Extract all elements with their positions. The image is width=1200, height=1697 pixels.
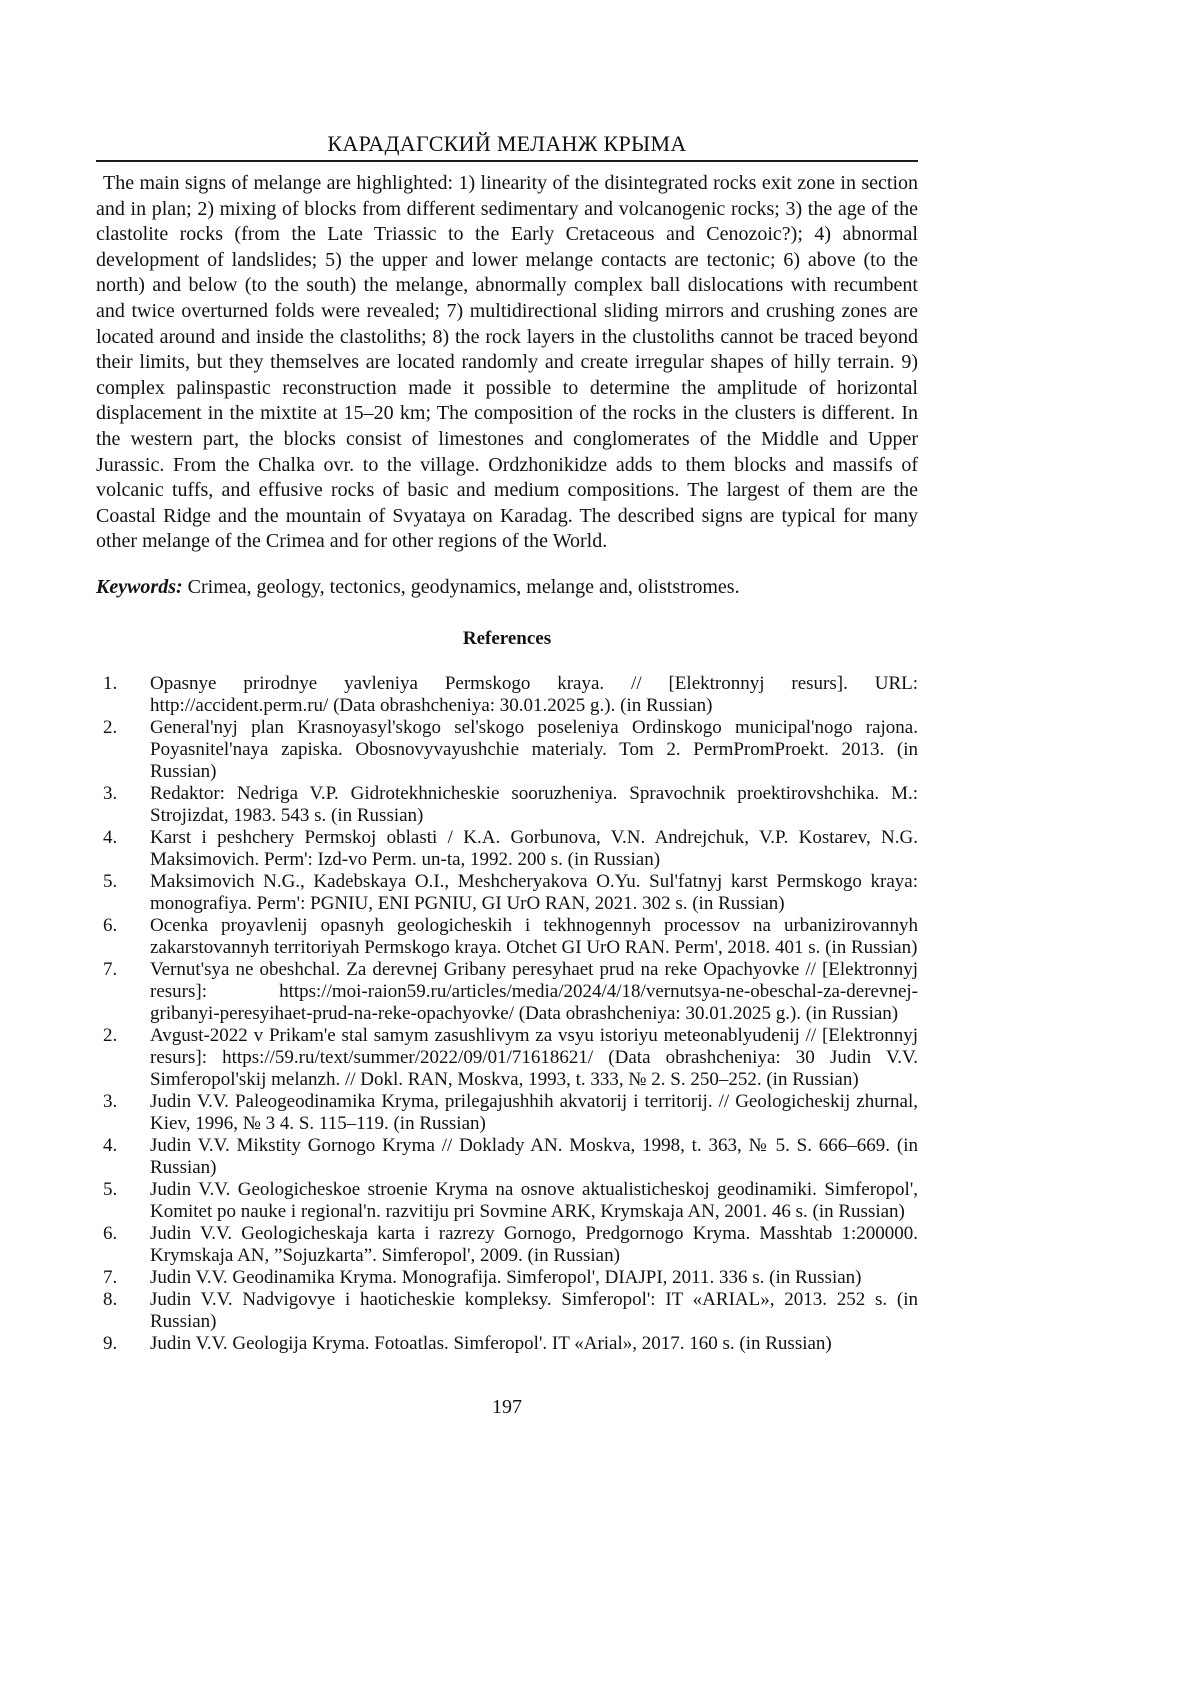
reference-item	[96, 871, 918, 915]
reference-number: 7.	[103, 1266, 118, 1288]
reference-text: Redaktor: Nedriga V.P. Gidrotekhnicheskie sooruzheniya. Spravochnik proektirovshchika. M.: Strojizdat, 1983. 543 s. (in Russian)	[150, 782, 918, 826]
keywords-label: Keywords:	[96, 575, 183, 598]
keywords-text: Crimea, geology, tectonics, geodynamics, melange and, oliststromes.	[187, 575, 740, 598]
text-column	[96, 0, 918, 1419]
reference-text: Judin V.V. Paleogeodinamika Kryma, prilegajushhih akvatorij i territorij. // Geologicheskij zhurnal, Kiev, 1996, № 3 4. S. 115–119. (in Russian)	[150, 1090, 918, 1134]
reference-text: Judin V.V. Geodinamika Kryma. Monografija. Simferopol', DIAJPI, 2011. 336 s. (in Russian)	[150, 1266, 862, 1288]
reference-number: 2.	[103, 716, 118, 738]
reference-text: Vernut'sya ne obeshchal. Za derevnej Gribany peresyhaet prud na reke Opachyovke // [Elektronnyj resurs]: https://moi-raion59.ru/articles/media/2024/4/18/vernutsya-ne-obeschal-za-derevnej-gribanyi-peresyihaet-prud-na-reke-opachyovke/ (Data obrashcheniya: 30.01.2025 g.). (in Russian)	[150, 958, 918, 1024]
reference-item	[96, 1091, 918, 1135]
reference-number: 5.	[103, 870, 118, 892]
reference-number: 8.	[103, 1288, 118, 1310]
reference-number: 4.	[103, 1134, 118, 1156]
reference-number: 1.	[103, 672, 118, 694]
reference-item	[96, 783, 918, 827]
references-heading: References	[462, 627, 552, 649]
reference-number: 6.	[103, 1222, 118, 1244]
reference-item	[96, 673, 918, 717]
keywords-line	[96, 575, 918, 601]
reference-item	[96, 1179, 918, 1223]
reference-number: 9.	[103, 1332, 118, 1354]
reference-text: Judin V.V. Mikstity Gornogo Kryma // Doklady AN. Moskva, 1998, t. 363, № 5. S. 666–669. (in Russian)	[150, 1134, 918, 1178]
reference-item	[96, 717, 918, 783]
reference-text: Karst i peshchery Permskoj oblasti / K.A. Gorbunova, V.N. Andrejchuk, V.P. Kostarev, N.G. Maksimovich. Perm': Izd-vo Perm. un-ta, 1992. 200 s. (in Russian)	[150, 826, 918, 870]
reference-number: 3.	[103, 1090, 118, 1112]
reference-item	[96, 1267, 918, 1289]
title-rule	[96, 160, 918, 162]
reference-text: Opasnye prirodnye yavleniya Permskogo kraya. // [Elektronnyj resurs]. URL: http://accident.perm.ru/ (Data obrashcheniya: 30.01.2025 g.). (in Russian)	[150, 672, 918, 716]
reference-text: Judin V.V. Nadvigovye i haoticheskie kompleksy. Simferopol': IT «ARIAL», 2013. 252 s. (in Russian)	[150, 1288, 918, 1332]
references-list	[96, 673, 918, 1355]
reference-item	[96, 827, 918, 871]
reference-text: Maksimovich N.G., Kadebskaya O.I., Meshcheryakova O.Yu. Sul'fatnyj karst Permskogo kraya: monografiya. Perm': PGNIU, ENI PGNIU, GI UrO RAN, 2021. 302 s. (in Russian)	[150, 870, 918, 914]
reference-item	[96, 1289, 918, 1333]
reference-text: Avgust-2022 v Prikam'e stal samym zasushlivym za vsyu istoriyu meteonablyudenij // [Elektronnyj resurs]: https://59.ru/text/summer/2022/09/01/71618621/ (Data obrashcheniya: 30 Judin V.V. Simferopol'skij melanzh. // Dokl. RAN, Moskva, 1993, t. 333, № 2. S. 250–252. (in Russian)	[150, 1024, 918, 1090]
reference-number: 5.	[103, 1178, 118, 1200]
page-title: КАРАДАГСКИЙ МЕЛАНЖ КРЫМА	[327, 131, 687, 156]
reference-number: 7.	[103, 958, 118, 980]
reference-item	[96, 1223, 918, 1267]
reference-number: 6.	[103, 914, 118, 936]
reference-number: 3.	[103, 782, 118, 804]
page-number: 197	[492, 1395, 522, 1418]
reference-text: Judin V.V. Geologija Kryma. Fotoatlas. Simferopol'. IT «Arial», 2017. 160 s. (in Russian)	[150, 1332, 832, 1354]
abstract-paragraph: The main signs of melange are highlighted: 1) linearity of the disintegrated rocks exit zone in section and in plan; 2) mixing of blocks from different sedimentary and volcanogenic rocks; 3) the age of the clastolite rocks (from the Late Triassic to the Early Cretaceous and Cenozoic?); 4) abnormal development of landslides; 5) the upper and lower melange contacts are tectonic; 6) above (to the north) and below (to the south) the melange, abnormally complex ball dislocations with recumbent and twice overturned folds were revealed; 7) multidirectional sliding mirrors and crushing zones are located around and inside the clastoliths; 8) the rock layers in the clustoliths cannot be traced beyond their limits, but they themselves are located randomly and create irregular shapes of hilly terrain. 9) complex palinspastic reconstruction made it possible to determine the amplitude of horizontal displacement in the mixtite at 15–20 km; The composition of the rocks in the clusters is different. In the western part, the blocks consist of limestones and conglomerates of the Middle and Upper Jurassic. From the Chalka ovr. to the village. Ordzhonikidze adds to them blocks and massifs of volcanic tuffs, and effusive rocks of basic and medium compositions. The largest of them are the Coastal Ridge and the mountain of Svyataya on Karadag. The described signs are typical for many other melange of the Crimea and for other regions of the World.	[96, 172, 918, 553]
reference-item	[96, 915, 918, 959]
reference-text: Ocenka proyavlenij opasnyh geologicheskih i tekhnogennyh processov na urbanizirovannyh zakarstovannyh territoriyah Permskogo kraya. Otchet GI UrO RAN. Perm', 2018. 401 s. (in Russian)	[150, 914, 918, 958]
reference-item	[96, 1025, 918, 1091]
reference-item	[96, 1333, 918, 1355]
reference-number: 2.	[103, 1024, 118, 1046]
reference-text: Judin V.V. Geologicheskoe stroenie Kryma na osnove aktualisticheskoj geodinamiki. Simferopol', Komitet po nauke i regional'n. razvitiju pri Sovmine ARK, Krymskaja AN, 2001. 46 s. (in Russian)	[150, 1178, 918, 1222]
reference-number: 4.	[103, 826, 118, 848]
reference-item	[96, 959, 918, 1025]
reference-item	[96, 1135, 918, 1179]
reference-text: General'nyj plan Krasnoyasyl'skogo sel'skogo poseleniya Ordinskogo municipal'nogo rajona. Poyasnitel'naya zapiska. Obosnovyvayushchie materialy. Tom 2. PermPromProekt. 2013. (in Russian)	[150, 716, 918, 782]
reference-text: Judin V.V. Geologicheskaja karta i razrezy Gornogo, Predgornogo Kryma. Masshtab 1:200000. Krymskaja AN, ”Sojuzkarta”. Simferopol', 2009. (in Russian)	[150, 1222, 918, 1266]
